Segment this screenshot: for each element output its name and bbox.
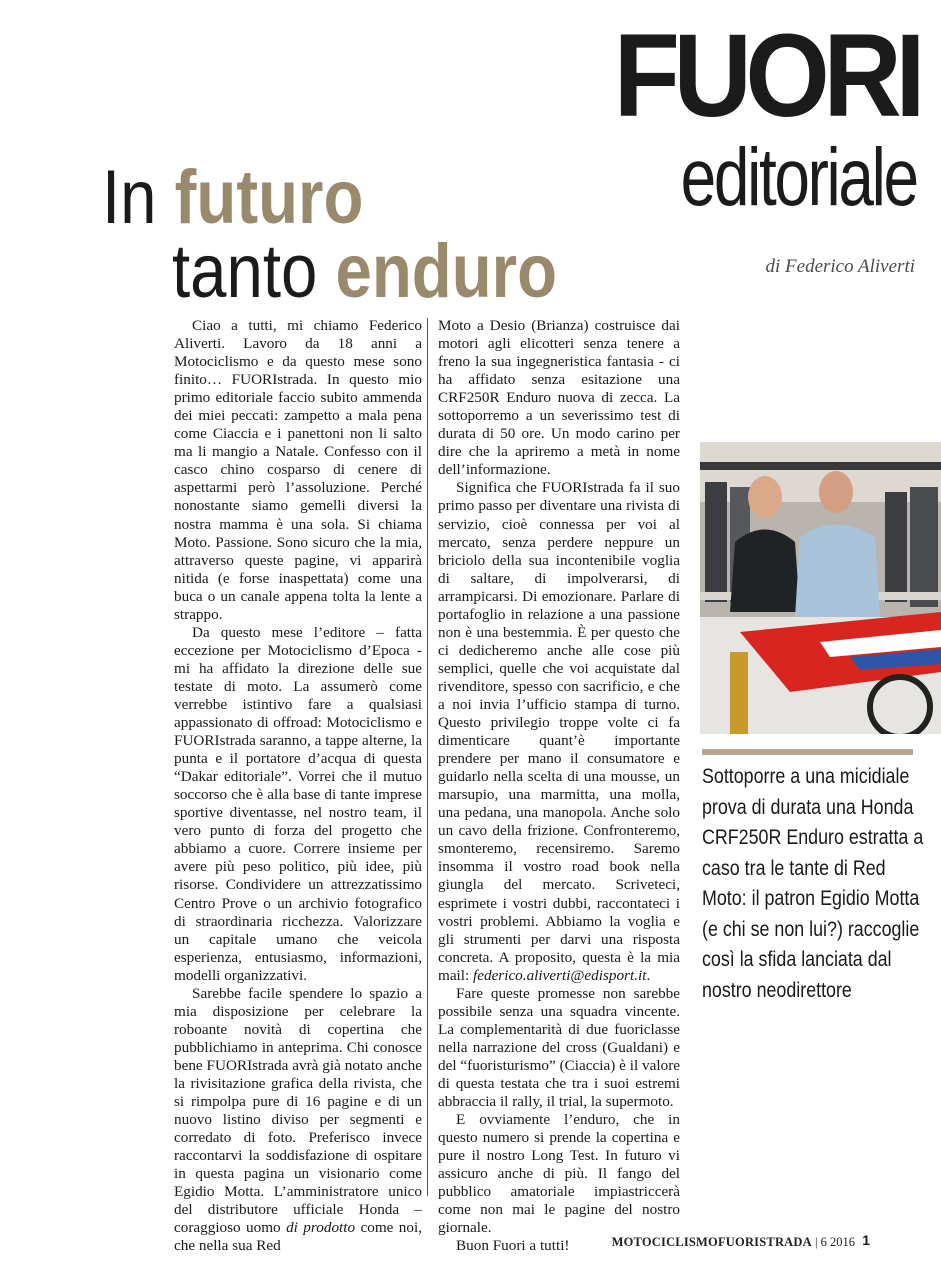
paragraph-text: Sarebbe facile spendere lo spazio a mia disposizione per celebrare la roboante novità di copertina che pubblichiamo in anteprima. Chi conosce bene FUORIstrada avrà già notato anche la rivisitazione grafica della rivista, che si rimpolpa pure di 16 pagine e di un nuovo listino diviso per segmenti e corredato di foto. Preferisco invece raccontarvi la soddisfazione di ospitare in questa pagina un visionario come Egidio Motta. L’amministratore unico del distributore ufficiale Honda – coraggioso uomo — [174, 984, 422, 1237]
headline-line-2 — [172, 229, 558, 314]
paragraph: Fare queste promesse non sarebbe possibile senza una squadra vincente. La complementarità di due fuoriclasse nella narrazione del cross (Gualdani) e del “fuoristurismo” (Ciaccia) è il valore di questa testata che tra i suoi estremi abbraccia il rally, il trial, la supermoto. — [438, 984, 680, 1111]
footer — [612, 1235, 855, 1250]
headline-accent: futuro — [174, 155, 364, 240]
paragraph: Da questo mese l’editore – fatta eccezione per Motociclismo d’Epoca - mi ha affidato la direzione delle sue testate di moto. La assumerò come verrebbe istintivo fare a qualsiasi appassionato di offroad: Motociclismo e FUORIstrada saranno, a tappe alterne, la punta e il portatore d’acqua di questa “Dakar editoriale”. Vorrei che il mutuo soccorso che è alla base di tante imprese sportive diventasse, nel nostro team, il vero punto di forza del progetto che abbiamo a cuore. Correre insieme per avere più peso politico, più idee, più risorse. Condividere un attrezzatissimo Centro Prove o un archivio fotografico di straordinaria ricchezza. Valorizzare un capitale umano che veicola esperienza, entusiasmo, informazioni, modelli organizzativi. — [174, 623, 422, 984]
headline-plain: tanto — [172, 229, 336, 314]
photo — [700, 442, 941, 734]
paragraph-text: . — [646, 966, 651, 984]
italic-text: di prodotto — [286, 1219, 356, 1237]
headline-plain: In — [102, 155, 175, 240]
paragraph-text: come noi, che nella sua Red — [174, 1219, 423, 1255]
paragraph: Buon Fuori a tutti! — [456, 1237, 570, 1255]
paragraph — [174, 985, 422, 1256]
photo-caption: Sottoporre a una micidiale prova di durata una Honda CRF250R Enduro estratta a caso tra le tante di Red Moto: il patron Egidio Motta (e chi se non lui?) raccoglie così la sfida lanciata dal nostro neodirettore — [702, 765, 924, 1002]
headline-accent: enduro — [335, 229, 558, 314]
email-link[interactable]: federico.aliverti@edisport.it — [473, 966, 647, 984]
paragraph-text: Significa che FUORIstrada fa il suo primo passo per diventare una rivista di servizio, cioè connessa per voi al mercato, senza perdere neppure un briciolo della sua incontenibile voglia di saltare, di impolverarsi, di arrampicarsi. Di emozionare. Parlare di portafoglio in relazione a una passione non è una bestemmia. È per questo che ci dedicheremo anche alle cose più semplici, quelle che voi acquistate dal rivenditore, spesso con sacrificio, e che a noi invia l’ufficio stampa di turno. Questo privilegio troppe volte ci fa dimenticare quant’è importante prendere per mano il consumatore e guidarlo nella scelta di una mousse, un marsupio, una marmitta, una molla, una pedana, una manopola. Anche solo un cavo della frizione. Confronteremo, smonteremo, recensiremo. Saremo insomma il vostro road book nella giungla del mercato. Scriveteci, esprimete i vostri dubbi, raccontateci i vostri problemi. Abbiamo la voglia e gli strumenti per darvi una risposta concreta. A proposito, questa è la mia mail: — [438, 479, 680, 984]
headline-line-1 — [102, 155, 364, 240]
page-number: 1 — [862, 1232, 870, 1248]
photo-illustration — [700, 442, 941, 734]
caption-bar — [702, 749, 913, 755]
section-title-editoriale: editoriale — [680, 132, 917, 223]
column-divider — [427, 318, 428, 1196]
byline: di Federico Aliverti — [765, 256, 915, 277]
article-column-2 — [438, 317, 680, 1255]
footer-issue: | 6 2016 — [811, 1235, 855, 1249]
section-title-fuori: FUORI — [613, 10, 919, 142]
paragraph — [438, 479, 680, 984]
paragraph: E ovviamente l’enduro, che in questo numero si prende la copertina e pure il nostro Long Test. In futuro vi assicuro anche di più. Il fango del pubblico amatoriale impiastriccerà come non mai le pagine del nostro giornale. — [438, 1111, 680, 1237]
footer-magazine: MOTOCICLISMOFUORISTRADA — [611, 1235, 812, 1249]
paragraph: Moto a Desio (Brianza) costruisce dai motori agli elicotteri senza tenere a freno la sua ingegneristica fantasia - ci ha affidato senza esitazione una CRF250R Enduro nuova di zecca. La sottoporremo a un severissimo test di durata di 50 ore. Un modo carino per dire che la apriremo a metà in nome dell’informazione. — [438, 317, 680, 479]
paragraph: Ciao a tutti, mi chiamo Federico Aliverti. Lavoro da 18 anni a Motociclismo e da questo mese sono finito… FUORIstrada. In questo mio primo editoriale faccio subito ammenda dei miei peccati: zampetto a mala pena come Ciaccia e i panettoni non li salto ma li mangio a Natale. Confesso con il casco chino cosparso di cenere di aspettarmi però l’assoluzione. Perché nonostante siamo gemelli diversi la nostra mamma è una sola. Si chiama Moto. Passione. Sono sicuro che la mia, attraverso queste pagine, vi apparirà nitida (e forse inaspettata) come una buca o un canale appena tolta la lente a strappo. — [174, 317, 422, 623]
article-column-1 — [174, 317, 422, 1255]
